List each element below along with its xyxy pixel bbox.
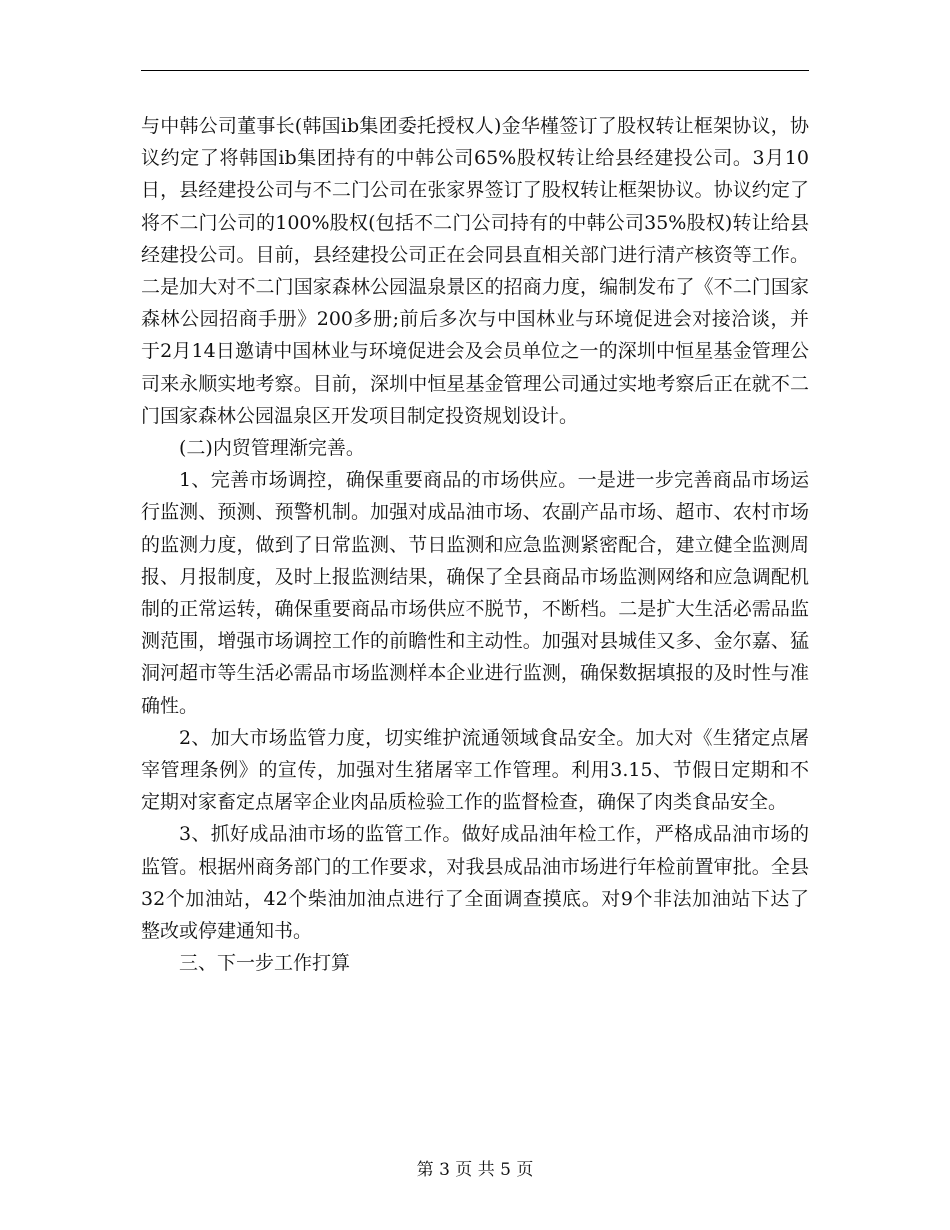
paragraph-market-regulation: 1、完善市场调控，确保重要商品的市场供应。一是进一步完善商品市场运行监测、预测、预警机制。加强对成品油市场、农副产品市场、超市、农村市场的监测力度，做到了日常监测、节日监测和应急监测紧密配合，建立健全监测周报、月报制度，及时上报监测结果，确保了全县商品市场监测网络和应急调配机制的正常运转，确保重要商品市场供应不脱节，不断档。二是扩大生活必需品监测范围，增强市场调控工作的前瞻性和主动性。加强对县城佳又多、金尔嘉、猛洞河超市等生活必需品市场监测样本企业进行监测，确保数据填报的及时性与准确性。 — [141, 469, 809, 717]
paragraph-continuation: 与中韩公司董事长(韩国ib集团委托授权人)金华槿签订了股权转让框架协议，协议约定了将韩国ib集团持有的中韩公司65%股权转让给县经建投公司。3月10日，县经建投公司与不二门公司在张家界签订了股权转让框架协议。协议约定了将不二门公司的100%股权(包括不二门公司持有的中韩公司35%股权)转让给县经建投公司。目前，县经建投公司正在会同县直相关部门进行清产核资等工作。二是加大对不二门国家森林公园温泉景区的招商力度，编制发布了《不二门国家森林公园招商手册》200多册;前后多次与中国林业与环境促进会对接洽谈，并于2月14日邀请中国林业与环境促进会及会员单位之一的深圳中恒星基金管理公司来永顺实地考察。目前，深圳中恒星基金管理公司通过实地考察后正在就不二门国家森林公园温泉区开发项目制定投资规划设计。 — [141, 115, 809, 427]
paragraph-market-supervision: 2、加大市场监管力度，切实维护流通领域食品安全。加大对《生猪定点屠宰管理条例》的宣传，加强对生猪屠宰工作管理。利用3.15、节假日定期和不定期对家畜定点屠宰企业肉品质检验工作的监督检查，确保了肉类食品安全。 — [141, 726, 809, 814]
paragraph-oil-market: 3、抓好成品油市场的监管工作。做好成品油年检工作，严格成品油市场的监管。根据州商务部门的工作要求，对我县成品油市场进行年检前置审批。全县32个加油站，42个柴油加油点进行了全面调查摸底。对9个非法加油站下达了整改或停建通知书。 — [141, 823, 809, 943]
page-footer: 第 3 页 共 5 页 — [416, 1160, 534, 1180]
header-rule — [141, 70, 809, 71]
body-text — [141, 110, 809, 979]
section-heading-domestic-trade: (二)内贸管理渐完善。 — [179, 437, 365, 460]
section-heading-next-steps: 三、下一步工作打算 — [179, 952, 351, 975]
